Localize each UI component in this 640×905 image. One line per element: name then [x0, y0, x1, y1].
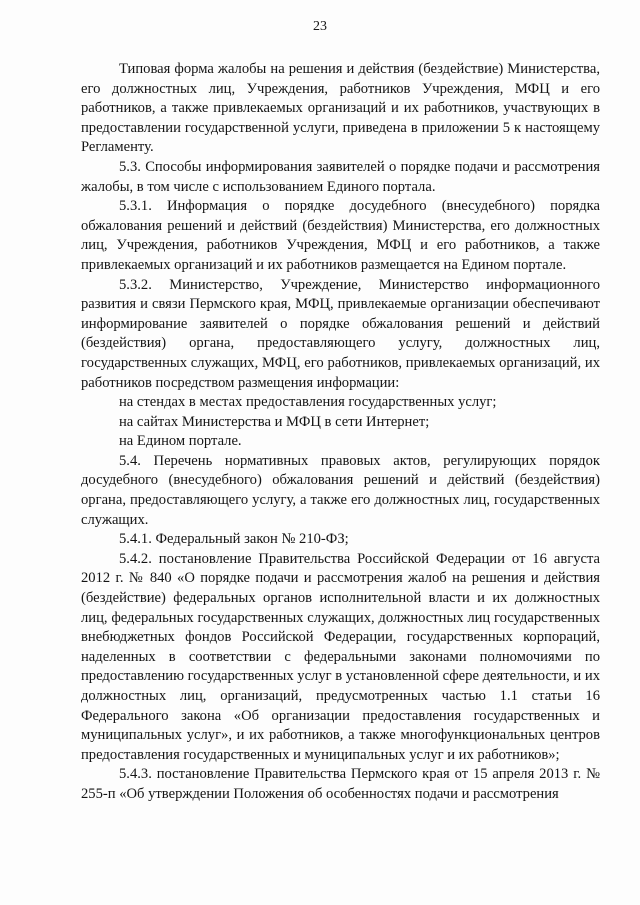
- paragraph-complaint-form: Типовая форма жалобы на решения и действия (бездействие) Министерства, его должностных лиц, Учреждения, работников Учреждения, МФЦ и его работников, а также привлекаемых организаций и их работников, участвующих в предоставлении государственной услуги, приведена в приложении 5 к настоящему Регламенту.: [81, 61, 600, 156]
- paragraph-5-4-1: 5.4.1. Федеральный закон № 210-ФЗ;: [119, 531, 349, 548]
- paragraph-5-4-3: 5.4.3. постановление Правительства Пермского края от 15 апреля 2013 г. № 255-п «Об утверждении Положения об особенностях подачи и рассмотрения: [81, 766, 600, 802]
- paragraph-5-4-2: 5.4.2. постановление Правительства Российской Федерации от 16 августа 2012 г. № 840 «О порядке подачи и рассмотрения жалоб на решения и действия (бездействие) федеральных органов исполнительной власти и их должностных лиц, федеральных государственных служащих, должностных лиц государственных внебюджетных фондов Российской Федерации, государственных корпораций, наделенных в соответствии с федеральными законами полномочиями по предоставлению государственных услуг в установленной сфере деятельности, и их должностных лиц, организаций, предусмотренных частью 1.1 статьи 16 Федерального закона «Об организации предоставления государственных и муниципальных услуг», и их работников, а также многофункциональных центров предоставления государственных и муниципальных услуг и их работников»;: [81, 550, 600, 763]
- paragraph-5-3: 5.3. Способы информирования заявителей о порядке подачи и рассмотрения жалобы, в том числе с использованием Единого портала.: [81, 158, 600, 195]
- paragraph-5-4: 5.4. Перечень нормативных правовых актов, регулирующих порядок досудебного (внесудебного) обжалования решений и действий (бездействия) органа, предоставляющего услугу, а также его должностных лиц, государственных служащих.: [81, 452, 600, 528]
- document-body: [81, 60, 600, 805]
- list-item-stands: на стендах в местах предоставления государственных услуг;: [119, 394, 497, 411]
- paragraph-5-3-1: 5.3.1. Информация о порядке досудебного (внесудебного) порядка обжалования решений и действий (бездействия) Министерства, его должностных лиц, Учреждения, работников Учреждения, МФЦ и его работников, а также привлекаемых организаций и их работников размещается на Едином портале.: [81, 198, 600, 273]
- page-number: 23: [313, 19, 327, 34]
- list-item-portal: на Едином портале.: [119, 433, 242, 450]
- paragraph-5-3-2: 5.3.2. Министерство, Учреждение, Министерство информационного развития и связи Пермского края, МФЦ, привлекаемые организации обеспечивают информирование заявителей о порядке обжалования решений и действий (бездействия) органа, предоставляющего услугу, должностных лиц, государственных служащих, МФЦ, его работников, привлекаемых организаций, их работников посредством размещения информации:: [81, 276, 600, 391]
- list-item-websites: на сайтах Министерства и МФЦ в сети Интернет;: [119, 413, 430, 430]
